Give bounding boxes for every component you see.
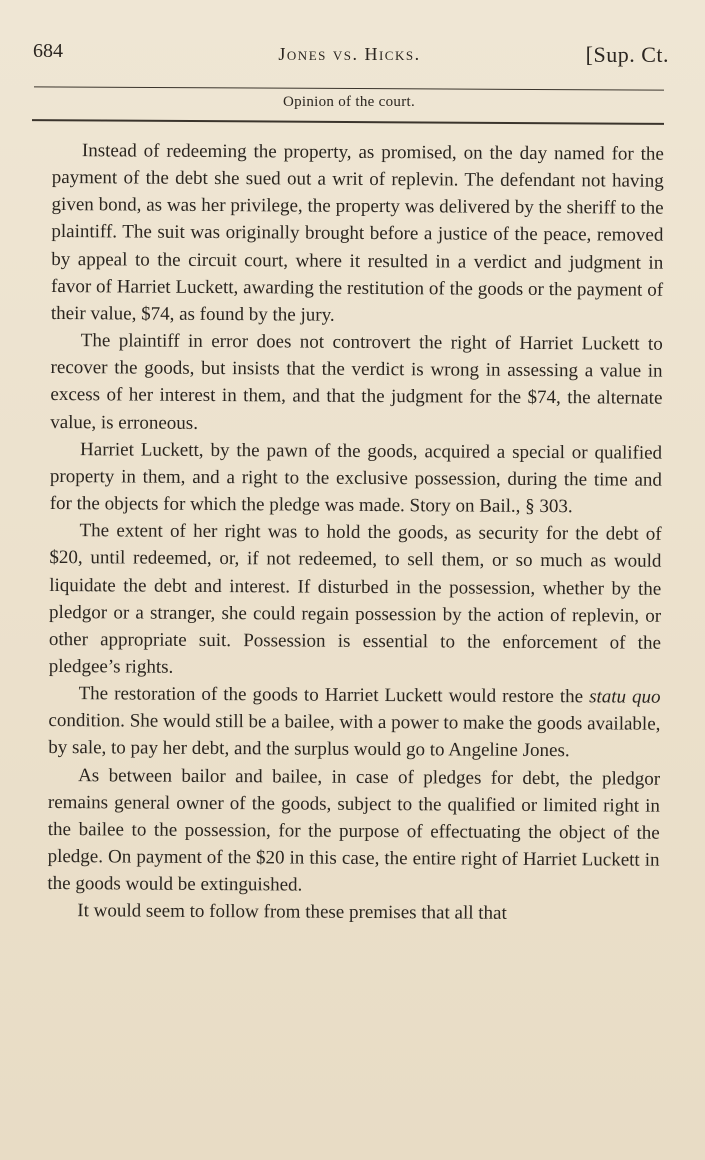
case-title: Jones vs. Hicks. — [278, 44, 421, 64]
paragraph-2: The plaintiff in error does not controvert the right of Harriet Luckett to recover the goods, but insists that the verdict is wrong in assessing a value in excess of her interest in them, and that the judgment for the $74, the alternate value, is erroneous. — [50, 330, 663, 434]
court-label: [Sup. Ct. — [585, 42, 669, 67]
paragraph-3: Harriet Luckett, by the pawn of the goods, acquired a special or qualified property in them, and a right to the exclusive possession, during the time and for the objects for which the pledge was made. Story on Bail., § 303. — [49, 438, 663, 518]
running-head — [30, 40, 669, 74]
opinion-text — [47, 137, 664, 928]
paragraph-5-end: condition. She would still be a bailee, with a power to make the goods available, by sale, to pay her debt, and the surplus would go to Angeline Jones. — [48, 710, 661, 762]
paragraph-5 — [48, 680, 660, 765]
page-number: 684 — [33, 40, 63, 62]
header-rule-bottom — [32, 119, 664, 125]
latin-phrase: statu quo — [589, 686, 661, 708]
paragraph-6: As between bailor and bailee, in case of pledges for debt, the pledgor remains general owner of the goods, subject to the qualified or limited right in the bailee to the possession, for the purpose of effectuating the object of the pledge. On payment of the $20 in this case, the entire right of Harriet Luckett in the goods would be extinguished. — [47, 764, 661, 896]
section-heading: Opinion of the court. — [282, 94, 416, 110]
header-rule-top — [34, 86, 664, 90]
paragraph-5-start: The restoration of the goods to Harriet Luckett would restore the — [78, 683, 590, 708]
paragraph-7: It would seem to follow from these premises that all that — [77, 900, 507, 925]
paragraph-1: Instead of redeeming the property, as promised, on the day named for the payment of the debt she sued out a writ of replevin. The defendant not having given bond, as was her privilege, the property was delivered by the sheriff to the plaintiff. The suit was originally brought before a justice of the peace, removed by appeal to the circuit court, where it resulted in a verdict and judgment in favor of Harriet Luckett, awarding the restitution of the goods or the payment of their value, $74, as found by the jury. — [50, 140, 664, 326]
paragraph-4: The extent of her right was to hold the goods, as security for the debt of $20, until redeemed, or, if not redeemed, to sell them, or so much as would liquidate the debt and interest. If disturbed in the possession, whether by the pledgor or a stranger, she could regain possession by the action of replevin, or other appropriate suit. Possession is essential to the enforcement of the pledgee’s rights. — [48, 520, 662, 678]
